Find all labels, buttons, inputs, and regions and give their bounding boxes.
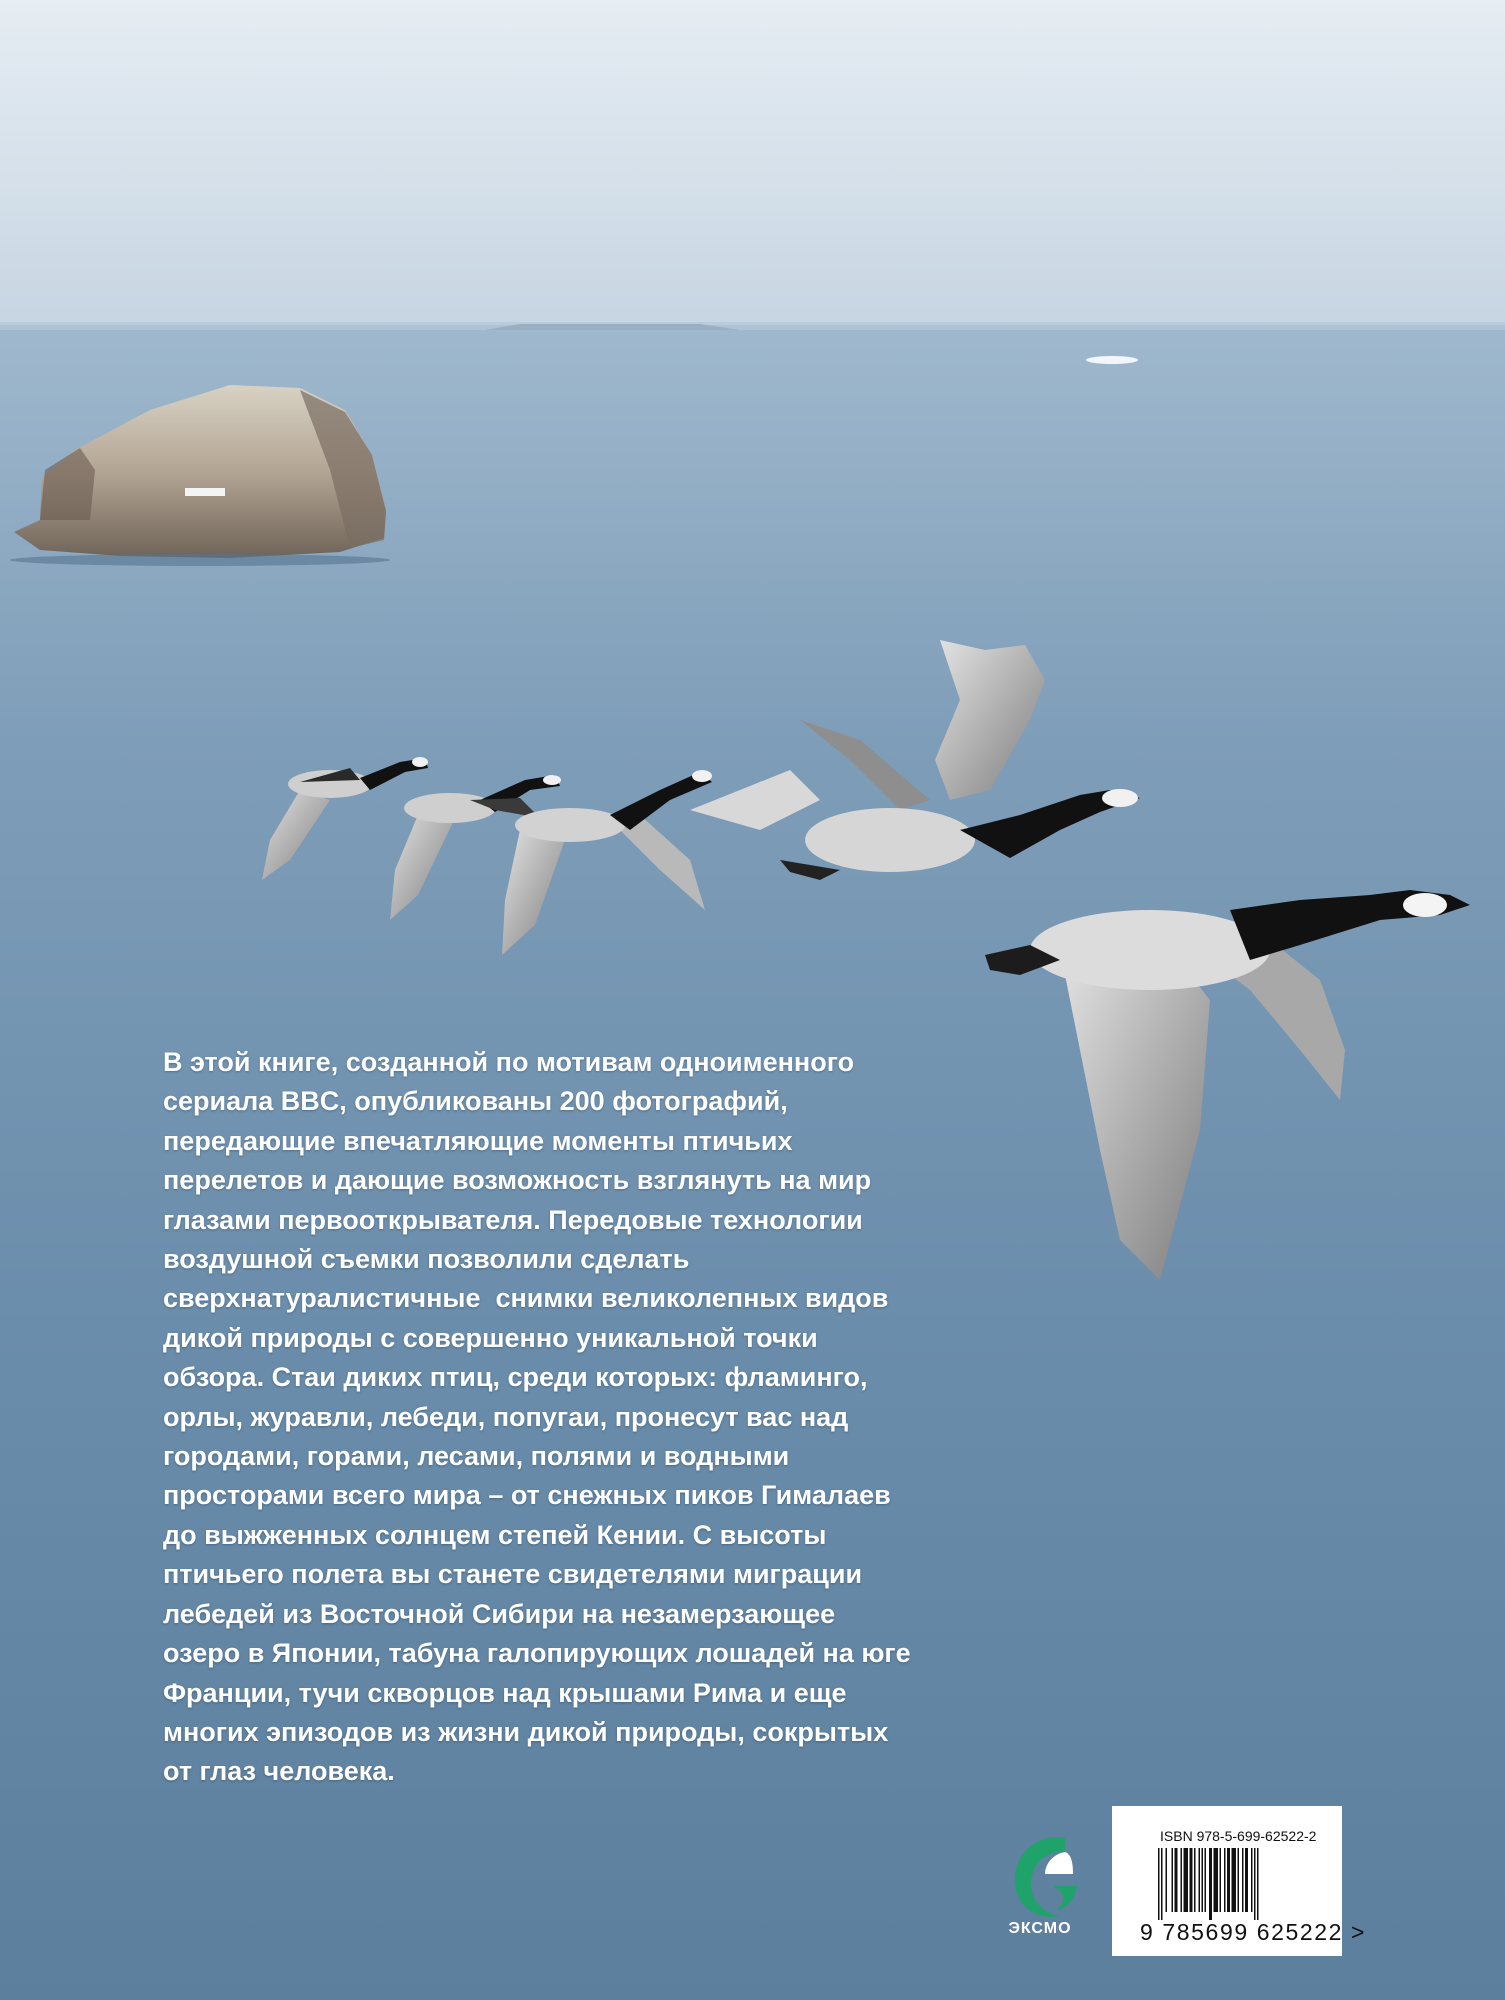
barcode-bar xyxy=(1254,1848,1256,1920)
sky xyxy=(0,0,1505,330)
barcode-bar xyxy=(1245,1848,1248,1912)
distant-ship xyxy=(1086,356,1138,364)
isbn-barcode xyxy=(1112,1806,1367,1956)
barcode-bar xyxy=(1232,1848,1237,1912)
description-line: воздушной съемки позволили сделать xyxy=(163,1244,690,1275)
description-line: птичьего полета вы станете свидетелями миграции xyxy=(163,1559,863,1590)
barcode-icon xyxy=(1156,1848,1306,1920)
description-line: городами, горами, лесами, полями и водными xyxy=(163,1441,790,1472)
description-line: от глаз человека. xyxy=(163,1756,395,1787)
barcode-bar xyxy=(1214,1848,1219,1912)
barcode-bar xyxy=(1202,1848,1204,1912)
description-line: до выжженных солнцем степей Кении. С высоты xyxy=(163,1519,827,1550)
barcode-bar xyxy=(1220,1848,1222,1912)
barcode-bar xyxy=(1205,1848,1207,1912)
ean-digits: 9 785699 625222 > xyxy=(1140,1919,1367,1945)
barcode-bar xyxy=(1199,1848,1201,1912)
barcode-bar xyxy=(1158,1848,1160,1920)
barcode-bar xyxy=(1238,1848,1240,1912)
description-line: передающие впечатляющие моменты птичьих xyxy=(163,1125,793,1156)
barcode-bar xyxy=(1181,1848,1183,1912)
publisher-name: ЭКСМО xyxy=(1008,1920,1072,1937)
barcode-bar xyxy=(1251,1848,1253,1912)
description-line: просторами всего мира – от снежных пиков Гималаев xyxy=(163,1480,891,1511)
description-line: глазами первооткрывателя. Передовые технологии xyxy=(163,1204,863,1235)
barcode-bar xyxy=(1194,1848,1196,1912)
barcode-bar xyxy=(1161,1848,1163,1920)
distant-island xyxy=(485,324,740,330)
description-line: В этой книге, созданной по мотивам одноименного xyxy=(163,1047,855,1077)
barcode-bar xyxy=(1242,1848,1244,1912)
description-line: лебедей из Восточной Сибири на незамерзающее xyxy=(163,1598,836,1629)
description-line: сверхнатуралистичные снимки великолепных видов xyxy=(163,1283,889,1314)
barcode-bar xyxy=(1227,1848,1230,1912)
description-line: озеро в Японии, табуна галопирующих лошадей на юге xyxy=(163,1638,911,1669)
description-line: Франции, тучи скворцов над крышами Рима и еще xyxy=(163,1677,847,1708)
description-line: перелетов и дающие возможность взглянуть на мир xyxy=(163,1165,872,1196)
description-line: дикой природы с совершенно уникальной точки xyxy=(163,1322,818,1353)
description-line: обзора. Стаи диких птиц, среди которых: фламинго, xyxy=(163,1362,868,1393)
description-line: орлы, журавли, лебеди, попугаи, пронесут вас над xyxy=(163,1401,849,1432)
barcode-bar xyxy=(1172,1848,1174,1912)
barcode-bar xyxy=(1175,1848,1178,1912)
description-line: многих эпизодов из жизни дикой природы, сокрытых xyxy=(163,1716,889,1747)
barcode-bar xyxy=(1166,1848,1168,1912)
description-line: сериала BBC, опубликованы 200 фотографий, xyxy=(163,1086,788,1117)
barcode-bar xyxy=(1224,1848,1226,1912)
barcode-bar xyxy=(1257,1848,1259,1920)
barcode-bar xyxy=(1190,1848,1193,1912)
publisher-logo-icon xyxy=(1005,1828,1095,1958)
isbn-label: ISBN 978-5-699-62522-2 xyxy=(1160,1828,1317,1844)
barcode-bar xyxy=(1209,1848,1212,1920)
book-description xyxy=(163,1043,963,1792)
barcode-bar xyxy=(1184,1848,1189,1912)
